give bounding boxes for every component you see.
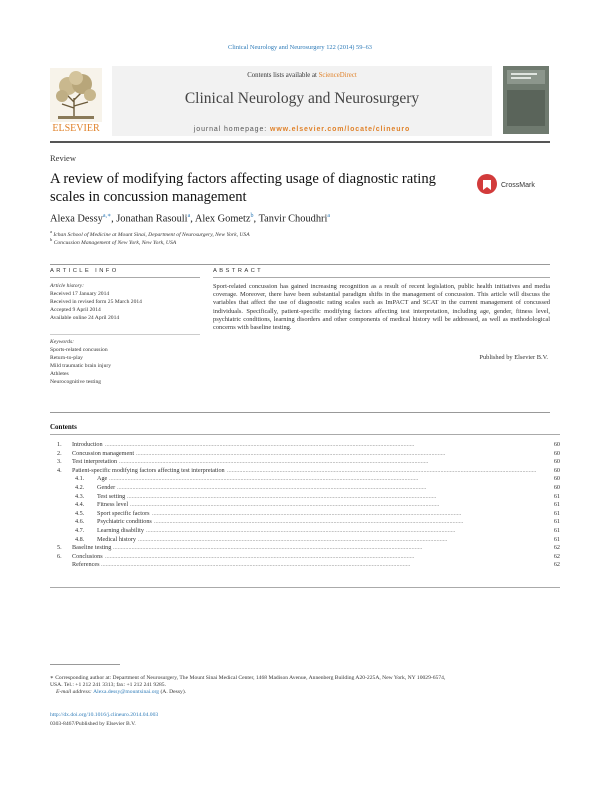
history-label: Article history: [50, 283, 85, 289]
toc-entry[interactable] [50, 450, 560, 458]
toc-label[interactable]: Age [97, 475, 108, 483]
toc-page-number: 61 [553, 492, 560, 500]
toc-page-number: 61 [553, 518, 560, 526]
toc-label[interactable]: Baseline testing [72, 544, 112, 552]
contents-available-text: Contents lists available at [247, 72, 319, 79]
toc-number: 4.8. [75, 535, 85, 543]
toc-entry[interactable] [50, 484, 560, 492]
toc-label[interactable]: Fitness level [97, 501, 129, 509]
toc-entry[interactable] [50, 510, 560, 518]
author-list [50, 212, 330, 224]
author-affiliation-mark[interactable]: a [187, 213, 191, 219]
toc-number: 4.3. [75, 492, 85, 500]
toc-number: 1. [57, 441, 62, 448]
toc-leader-dots: ........................................................................................................................................................................................................ [117, 484, 427, 491]
toc-label[interactable]: Psychiatric conditions [97, 518, 152, 526]
author-name[interactable]: Alexa Dessy [50, 213, 103, 225]
toc-label[interactable]: Medical history [97, 535, 137, 543]
crossmark-badge[interactable] [476, 173, 556, 195]
toc-label[interactable]: Concussion management [72, 449, 135, 457]
affiliation-b [50, 237, 176, 246]
toc-leader-dots: ........................................................................................................................................................................................................ [105, 441, 415, 448]
toc-leader-dots: ........................................................................................................................................................................................................ [154, 518, 464, 526]
abstract-text: Sport-related concussion has gained increasing recognition as a result of recent legislation, public health initiatives and media coverage. Moreover, there have been substantial paradigm shifts in the management of concussion. This article will discuss the variables that affect the use of diagnostic rating scales such as ImPACT and SCAT in the current management of concussed individuals. Specifically, patient-specific modifying factors affecting test interpretation, including age, gender, fitness level, psychiatric conditions, learning disorders and other components of medical history will be addressed, as well as methodological concerns with baseline testing. [213, 283, 550, 332]
toc-leader-dots: ........................................................................................................................................................................................................ [152, 509, 462, 517]
journal-title: Clinical Neurology and Neurosurgery [184, 90, 420, 107]
keyword: Neurocognitive testing [50, 379, 102, 385]
keywords-label: Keywords: [50, 339, 75, 345]
keyword: Sports-related concussion [50, 347, 108, 353]
toc-number: 4.7. [75, 527, 85, 534]
contents-top-rule [50, 434, 560, 435]
crossmark-label: CrossMark [501, 182, 535, 189]
affiliation-mark: b [50, 237, 53, 242]
contents-heading: Contents [50, 423, 77, 431]
toc-page-number: 61 [553, 509, 560, 517]
toc-entry[interactable] [50, 458, 560, 466]
toc-number: 6. [57, 552, 62, 560]
toc-page-number: 61 [553, 527, 560, 534]
history-revised: Received in revised form 25 March 2014 [50, 299, 142, 305]
corresponding-line-2: USA. Tel.: +1 212 241 3313; fax: +1 212 241 9285. [50, 682, 166, 689]
toc-number: 4. [57, 466, 62, 474]
journal-homepage [112, 126, 492, 133]
toc-label[interactable]: Gender [97, 484, 116, 491]
toc-leader-dots: ........................................................................................................................................................................................................ [109, 475, 419, 483]
homepage-label: journal homepage: [193, 126, 270, 133]
toc-page-number: 60 [553, 484, 560, 491]
affiliation-text: Ichan School of Medicine at Mount Sinai, Department of Neurosurgery, New York, USA [53, 231, 250, 238]
abstract-heading: ABSTRACT [213, 268, 264, 274]
toc-number: 4.4. [75, 501, 85, 509]
email-suffix: (A. Dessy). [159, 689, 187, 696]
toc-page-number: 60 [553, 441, 560, 448]
toc-leader-dots: ........................................................................................................................................................................................................ [105, 552, 415, 560]
toc-number: 5. [57, 544, 62, 552]
author-affiliation-mark[interactable]: a,∗ [102, 213, 112, 219]
header-rule [50, 141, 550, 143]
author-separator: , [190, 213, 195, 225]
toc-leader-dots: ........................................................................................................................................................................................................ [227, 466, 537, 474]
toc-entry[interactable] [50, 501, 560, 509]
toc-number: 4.6. [75, 518, 85, 526]
toc-page-number: 61 [553, 501, 560, 509]
sciencedirect-link[interactable]: ScienceDirect [318, 72, 357, 79]
toc-number: 4.1. [75, 475, 85, 483]
affiliation-mark: a [50, 229, 52, 234]
toc-leader-dots: ........................................................................................................................................................................................................ [138, 535, 448, 543]
published-by: Published by Elsevier B.V. [479, 354, 548, 361]
toc-number: 4.5. [75, 509, 85, 517]
abstract-bottom-rule [50, 412, 550, 413]
keyword: Athletes [50, 371, 69, 377]
email-link[interactable]: Alexa.dessy@mountsinai.org [93, 689, 160, 696]
toc-number: 2. [57, 449, 62, 457]
toc-page-number: 62 [553, 561, 560, 569]
issn-line: 0303-8467/Published by Elsevier B.V. [50, 721, 136, 727]
info-rule [50, 264, 550, 265]
article-info-rule [50, 277, 200, 278]
article-info-heading: ARTICLE INFO [50, 268, 119, 274]
homepage-link[interactable]: www.elsevier.com/locate/clineuro [269, 126, 411, 133]
toc-entry[interactable] [50, 561, 560, 569]
history-received: Received 17 January 2014 [50, 291, 110, 297]
toc-page-number: 62 [553, 544, 560, 552]
corresponding-author-note [50, 675, 555, 697]
toc-label[interactable]: Learning disability [97, 527, 144, 534]
author-affiliation-mark[interactable]: b [250, 213, 254, 219]
keyword: Mild traumatic brain injury [50, 363, 112, 369]
toc-entry[interactable] [50, 536, 560, 544]
elsevier-wordmark: ELSEVIER [52, 123, 100, 134]
footnote-rule [50, 664, 120, 665]
toc-page-number: 61 [553, 535, 560, 543]
author-name[interactable]: Jonathan Rasouli [116, 213, 188, 225]
journal-reference[interactable]: Clinical Neurology and Neurosurgery 122 (2014) 59–63 [228, 44, 372, 51]
toc-entry[interactable] [50, 518, 560, 526]
title-line-1: A review of modifying factors affecting usage of diagnostic rating [50, 171, 436, 187]
toc-page-number: 60 [553, 458, 560, 466]
toc-entry[interactable] [50, 553, 560, 561]
toc-label[interactable]: Test setting [97, 492, 126, 500]
history-accepted: Accepted 9 April 2014 [50, 307, 101, 313]
author-name[interactable]: Tanvir Choudhri [258, 213, 328, 225]
toc-entry[interactable] [50, 527, 560, 535]
author-affiliation-mark[interactable]: a [327, 213, 331, 219]
history-online: Available online 24 April 2014 [50, 315, 120, 321]
title-line-2: scales in concussion management [50, 189, 247, 205]
keyword: Return-to-play [50, 355, 83, 361]
author-separator: , [111, 213, 117, 225]
toc-leader-dots: ........................................................................................................................................................................................................ [130, 501, 440, 509]
doi-link[interactable]: http://dx.doi.org/10.1016/j.clineuro.2014.04.003 [50, 712, 159, 718]
toc-label[interactable]: References [72, 561, 100, 569]
toc-entry[interactable] [50, 475, 560, 483]
toc-label[interactable]: Introduction [72, 441, 103, 448]
contents-availability [112, 72, 492, 79]
toc-page-number: 62 [553, 552, 560, 560]
toc-page-number: 60 [553, 475, 560, 483]
toc-label[interactable]: Sport specific factors [97, 509, 150, 517]
toc-number: 4.2. [75, 484, 85, 491]
keywords-rule [50, 334, 200, 335]
toc-page-number: 60 [553, 449, 560, 457]
author-separator: , [253, 213, 259, 225]
contents-bottom-rule [50, 587, 560, 588]
article-title [50, 170, 470, 206]
author-name[interactable]: Alex Gometz [194, 213, 251, 225]
elsevier-logo [50, 68, 102, 134]
toc-leader-dots: ........................................................................................................................................................................................................ [127, 492, 437, 500]
toc-leader-dots: ........................................................................................................................................................................................................ [136, 449, 446, 457]
toc-label[interactable]: Patient-specific modifying factors affecting test interpretation [72, 466, 225, 474]
toc-entry[interactable] [50, 467, 560, 475]
toc-entry[interactable] [50, 441, 560, 449]
toc-entry[interactable] [50, 493, 560, 501]
toc-label[interactable]: Test interpretation [72, 458, 118, 466]
toc-leader-dots: ........................................................................................................................................................................................................ [113, 544, 423, 552]
toc-page-number: 60 [553, 466, 560, 474]
toc-number: 3. [57, 458, 62, 466]
journal-cover-image [503, 66, 549, 134]
email-line [50, 689, 555, 696]
toc-leader-dots: ........................................................................................................................................................................................................ [119, 458, 429, 466]
corresponding-line-1: ∗ Corresponding author at: Department of Neurosurgery, The Mount Sinai Medical Center, 1468 Madison Avenue, Annenberg Building A20-225A, New York, NY 10029-6574, [50, 675, 446, 681]
toc-leader-dots: ........................................................................................................................................................................................................ [146, 527, 456, 534]
email-label: E-mail address: [56, 689, 94, 696]
toc-entry[interactable] [50, 544, 560, 552]
abstract-rule [213, 277, 550, 278]
article-type: Review [50, 153, 76, 163]
toc-leader-dots: ........................................................................................................................................................................................................ [101, 561, 411, 569]
toc-label[interactable]: Conclusions [72, 552, 103, 560]
affiliation-text: Concussion Management of New York, New York, USA [53, 239, 177, 246]
